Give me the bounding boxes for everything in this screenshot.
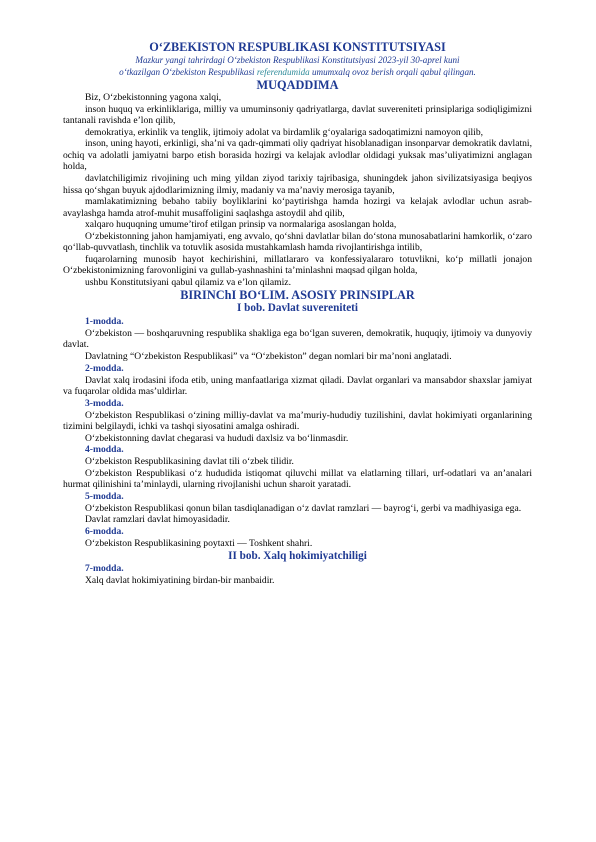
document-title: O‘ZBEKISTON RESPUBLIKASI KONSTITUTSIYASI <box>149 40 446 54</box>
preamble-heading: MUQADDIMA <box>256 78 339 93</box>
preamble-paragraph: davlatchiligimiz rivojining uch ming yildan ziyod tarixiy tajribasiga, shuningdek jahon sivilizatsiyasiga beqiyos hissa qo‘shgan buyuk ajdodlarimizning ilmiy, madaniy va ma’naviy merosiga tayanib, <box>63 173 532 196</box>
referendum-link[interactable]: referendumida <box>256 66 310 77</box>
preamble-paragraph: O‘zbekistonning jahon hamjamiyati, eng avvalo, qo‘shni davlatlar bilan do‘stona munosabatlarini hamkorlik, o‘zaro qo‘llab-quvvatlash, tinchlik va totuvlik asosida mustahkamlash hamda rivojlantirishga intilib, <box>63 230 532 254</box>
preamble-paragraph: ushbu Konstitutsiyani qabul qilamiz va e’lon qilamiz. <box>85 276 291 288</box>
preamble-paragraph: demokratiya, erkinlik va tenglik, ijtimoiy adolat va birdamlik g‘oyalariga sadoqatimizni namoyon qilib, <box>85 126 484 138</box>
chapter-heading: II bob. Xalq hokimiyatchiligi <box>228 549 367 562</box>
article-paragraph: O‘zbekiston Respublikasi o‘z hududida istiqomat qiluvchi millat va elatlarning tillari, urf-odatlari va an’analari hurmat qilinishini ta’minlaydi, ularning rivojlanishi uchun sharoit yaratadi. <box>63 467 532 491</box>
article-paragraph: O‘zbekiston Respublikasining davlat tili o‘zbek tilidir. <box>85 456 294 468</box>
preamble-paragraph: Biz, O‘zbekistonning yagona xalqi, <box>85 92 222 104</box>
intro-line-2-post: umumxalq ovoz berish orqali qabul qilingan. <box>309 66 476 77</box>
article-paragraph: O‘zbekistonning davlat chegarasi va hududi daxlsiz va bo‘linmasdir. <box>85 432 349 444</box>
preamble-paragraph: inson huquq va erkinliklariga, milliy va umuminsoniy qadriyatlarga, davlat suvereniteti prinsiplariga sodiqligimizni tantanali ravishda e’lon qilib, <box>63 103 532 127</box>
part-heading: BIRINChI BO‘LIM. ASOSIY PRINSIPLAR <box>180 288 415 303</box>
intro-line-2-pre: o‘tkazilgan O‘zbekiston Respublikasi <box>119 66 257 77</box>
article-label: 3-modda. <box>85 397 124 409</box>
preamble-paragraph: fuqarolarning munosib hayot kechirishini, millatlararo va konfessiyalararo totuvlikni, ko‘p millatli jonajon O‘zbekistonimizning farovonligini va gullab-yashnashini ta’minlashni maqsad qilgan holda, <box>63 253 532 277</box>
article-paragraph: O‘zbekiston Respublikasi o‘zining milliy-davlat va ma’muriy-hududiy tuzilishini, davlat hokimiyati organlarining tizimini belgilaydi, ichki va tashqi siyosatini amalga oshiradi. <box>63 409 532 433</box>
article-label: 1-modda. <box>85 315 124 327</box>
article-paragraph: O‘zbekiston Respublikasi qonun bilan tasdiqlanadigan o‘z davlat ramzlari — bayrog‘i, gerbi va madhiyasiga ega. <box>85 502 522 514</box>
article-paragraph: O‘zbekiston — boshqaruvning respublika shakliga ega bo‘lgan suveren, demokratik, huquqiy, ijtimoiy va dunyoviy davlat. <box>63 327 532 351</box>
article-label: 4-modda. <box>85 444 124 456</box>
intro-line-1: Mazkur yangi tahrirdagi O‘zbekiston Respublikasi Konstitutsiyasi 2023-yil 30-aprel kuni <box>135 55 460 65</box>
article-paragraph: Davlatning “O‘zbekiston Respublikasi” va “O‘zbekiston” degan nomlari bir ma’noni anglatadi. <box>85 350 452 362</box>
preamble-paragraph: xalqaro huquqning umume’tirof etilgan prinsip va normalariga asoslangan holda, <box>85 219 397 231</box>
chapter-heading: I bob. Davlat suvereniteti <box>237 302 358 315</box>
document-intro <box>63 55 532 78</box>
article-paragraph: O‘zbekiston Respublikasining poytaxti — Toshkent shahri. <box>85 538 313 549</box>
article-paragraph: Davlat ramzlari davlat himoyasidadir. <box>85 514 230 526</box>
article-paragraph: Xalq davlat hokimiyatining birdan-bir manbaidir. <box>85 574 275 586</box>
preamble-paragraph: inson, uning hayoti, erkinligi, sha’ni va qadr-qimmati oliy qadriyat hisoblanadigan insonparvar demokratik davlatni, ochiq va adolatli jamiyatni barpo etish borasida hozirgi va kelajak avlodlar oldidagi yuksak mas’uliyatimizni anglagan holda, <box>63 138 532 173</box>
article-label: 5-modda. <box>85 490 124 502</box>
article-label: 6-modda. <box>85 526 124 537</box>
preamble-paragraph: mamlakatimizning bebaho tabiiy boyliklarini ko‘paytirishga hamda hozirgi va kelajak avlodlar uchun asrab-avaylashga hamda atrof-muhit musaffoligini saqlashga astoydil ahd qilib, <box>63 196 532 219</box>
article-label: 2-modda. <box>85 362 124 374</box>
article-paragraph: Davlat xalq irodasini ifoda etib, uning manfaatlariga xizmat qiladi. Davlat organlari va mansabdor shaxslar jamiyat va fuqarolar oldida mas’uldirlar. <box>63 374 532 398</box>
article-label: 7-modda. <box>85 562 124 574</box>
